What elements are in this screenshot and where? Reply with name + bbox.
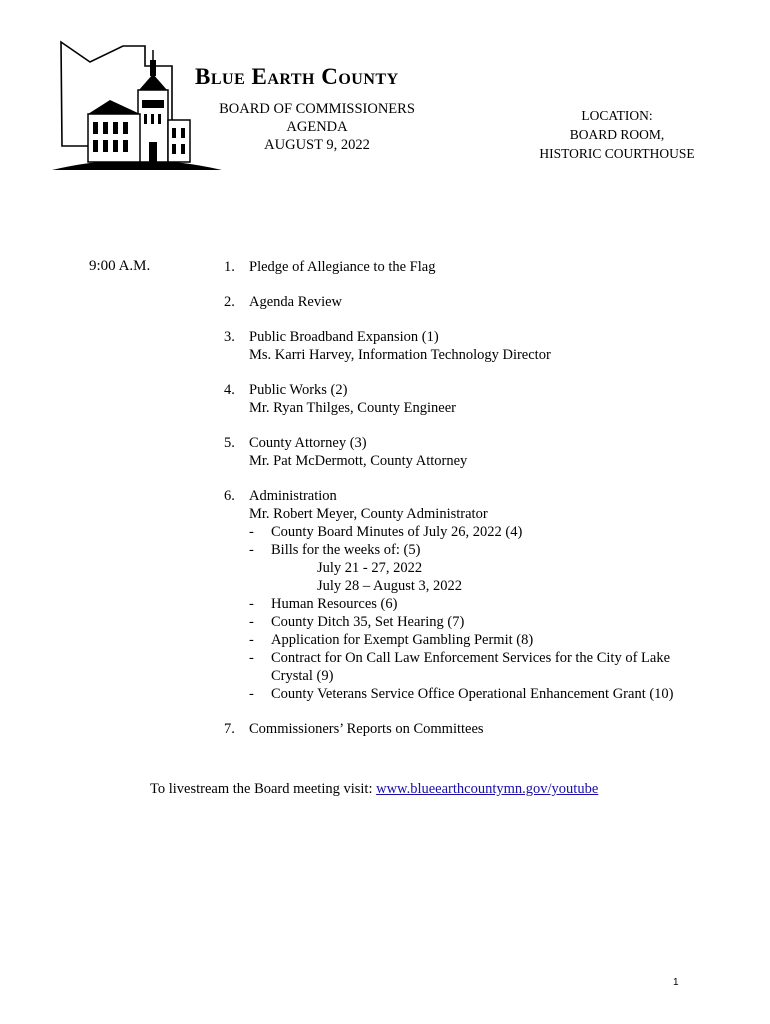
page-number: 1 xyxy=(673,977,679,988)
agenda-item xyxy=(224,328,744,364)
agenda-item xyxy=(224,258,744,276)
subitem-text: Contract for On Call Law Enforcement Services for the City of Lake Crystal (9) xyxy=(271,650,671,684)
agenda-item-presenter: Mr. Robert Meyer, County Administrator xyxy=(249,506,488,522)
agenda-subitem xyxy=(249,631,744,649)
agenda-item xyxy=(224,487,744,703)
location-building: HISTORIC COURTHOUSE xyxy=(539,146,695,161)
livestream-link[interactable]: www.blueearthcountymn.gov/youtube xyxy=(376,781,599,797)
document-type: AGENDA xyxy=(286,119,348,135)
location-block xyxy=(530,106,704,163)
subitem-dash: - xyxy=(249,524,254,540)
county-courthouse-logo xyxy=(50,38,225,173)
agenda-subitem xyxy=(249,595,744,613)
meeting-date: AUGUST 9, 2022 xyxy=(264,137,370,153)
agenda-subitem xyxy=(249,613,744,631)
agenda-item-title: County Attorney (3) xyxy=(249,435,367,451)
agenda-item-number: 4. xyxy=(224,382,235,398)
location-room: BOARD ROOM, xyxy=(569,127,665,142)
bill-week-date: July 28 – August 3, 2022 xyxy=(317,578,463,594)
agenda-item-title: Pledge of Allegiance to the Flag xyxy=(249,259,436,275)
county-name: Blue Earth County xyxy=(195,64,399,89)
subitem-dash: - xyxy=(249,650,254,666)
subitem-text: County Ditch 35, Set Hearing (7) xyxy=(271,614,465,630)
agenda-item-presenter: Mr. Pat McDermott, County Attorney xyxy=(249,453,468,469)
subitem-text: Human Resources (6) xyxy=(271,596,398,612)
livestream-note xyxy=(150,781,598,798)
bill-week-date: July 21 - 27, 2022 xyxy=(317,560,423,576)
agenda-item-title: Agenda Review xyxy=(249,294,343,310)
agenda-item-number: 1. xyxy=(224,259,235,275)
agenda-item-number: 2. xyxy=(224,294,235,310)
subitem-dash: - xyxy=(249,614,254,630)
subitem-dash: - xyxy=(249,632,254,648)
agenda-item xyxy=(224,381,744,417)
agenda-subitem xyxy=(249,523,744,541)
agenda-item-presenter: Mr. Ryan Thilges, County Engineer xyxy=(249,400,456,416)
agenda-subitem xyxy=(249,685,744,703)
agenda-item-number: 5. xyxy=(224,435,235,451)
agenda-item xyxy=(224,720,744,738)
agenda-item-number: 6. xyxy=(224,488,235,504)
agenda-item-title: Commissioners’ Reports on Committees xyxy=(249,721,484,737)
agenda-item-presenter: Ms. Karri Harvey, Information Technology Director xyxy=(249,347,551,363)
agenda-subitem xyxy=(249,649,744,685)
agenda-item-title: Public Broadband Expansion (1) xyxy=(249,329,439,345)
agenda-item-title: Administration xyxy=(249,488,337,504)
agenda-list xyxy=(224,258,744,755)
subitem-text: Bills for the weeks of: (5) xyxy=(271,542,421,558)
location-label: LOCATION: xyxy=(581,108,653,123)
agenda-subitem xyxy=(249,541,744,595)
board-title: BOARD OF COMMISSIONERS xyxy=(219,101,415,117)
agenda-item-title: Public Works (2) xyxy=(249,382,348,398)
subitem-dash: - xyxy=(249,686,254,702)
agenda-item xyxy=(224,434,744,470)
agenda-item-number: 7. xyxy=(224,721,235,737)
subitem-text: Application for Exempt Gambling Permit (8) xyxy=(271,632,534,648)
subitem-dash: - xyxy=(249,542,254,558)
livestream-text: To livestream the Board meeting visit: xyxy=(150,781,377,797)
subitem-text: County Veterans Service Office Operational Enhancement Grant (10) xyxy=(271,686,674,702)
subitem-text: County Board Minutes of July 26, 2022 (4) xyxy=(271,524,523,540)
agenda-item-number: 3. xyxy=(224,329,235,345)
agenda-item xyxy=(224,293,744,311)
meeting-time: 9:00 A.M. xyxy=(89,258,151,274)
board-heading xyxy=(210,100,424,154)
subitem-dash: - xyxy=(249,596,254,612)
